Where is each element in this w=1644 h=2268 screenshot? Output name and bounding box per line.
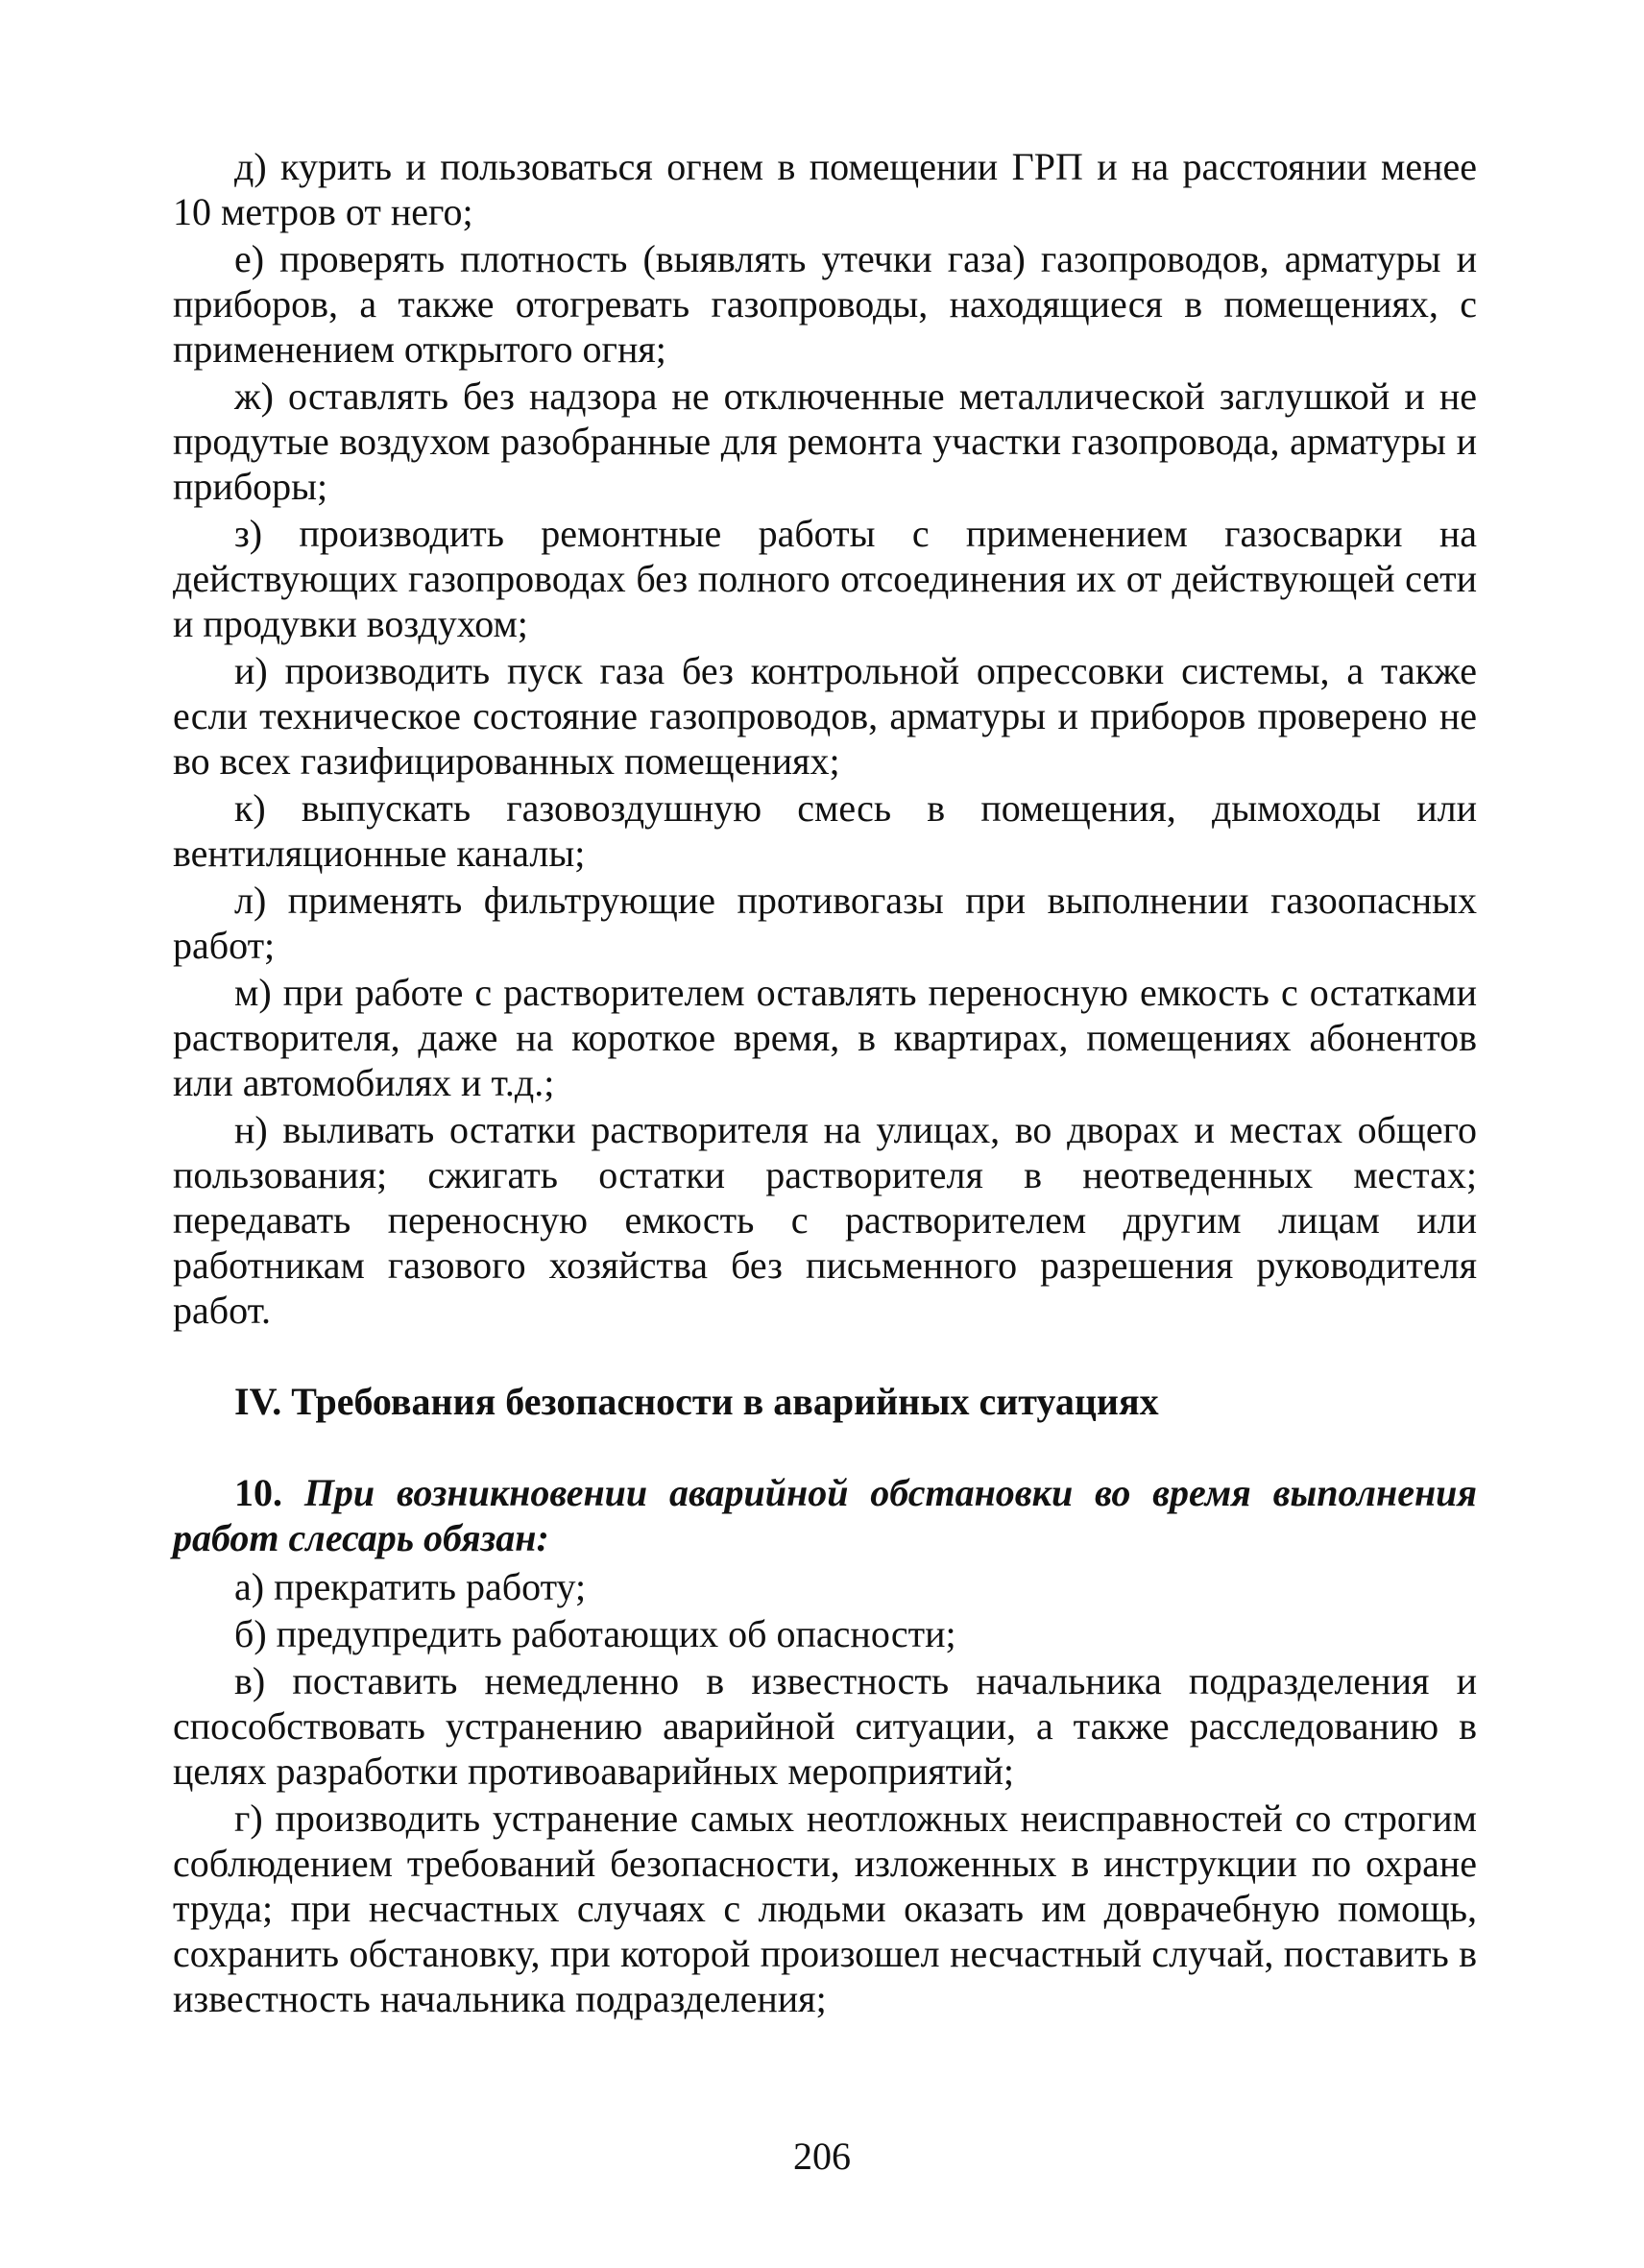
prohibition-item-zh: ж) оставлять без надзора не отключенные металлической заглушкой и не продутые воздухом разобранные для ремонта участки газопровода, арматуры и приборы; [173, 374, 1477, 508]
clause-number: 10. [234, 1471, 282, 1514]
prohibition-item-m: м) при работе с растворителем оставлять переносную емкость с остатками растворителя, даже на короткое время, в квартирах, помещениях абонентов или автомобилях и т.д.; [173, 971, 1477, 1104]
duty-item-a: а) прекратить работу; [234, 1565, 587, 1608]
duty-item-b: б) предупредить работающих об опасности; [234, 1612, 956, 1655]
prohibition-item-d: д) курить и пользоваться огнем в помещении ГРП и на расстоянии менее 10 метров от него; [173, 145, 1477, 233]
prohibition-item-k: к) выпускать газовоздушную смесь в помещения, дымоходы или вентиляционные каналы; [173, 786, 1477, 875]
page-number: 206 [793, 2135, 851, 2178]
prohibition-item-l: л) применять фильтрующие противогазы при выполнении газоопасных работ; [173, 879, 1477, 967]
duty-item-v: в) поставить немедленно в известность начальника подразделения и способствовать устранению аварийной ситуации, а также расследованию в целях разработки противоаварийных мероприятий; [173, 1659, 1477, 1793]
page-body [173, 144, 1477, 2021]
clause-10 [173, 1470, 1477, 1560]
prohibition-item-i: и) производить пуск газа без контрольной опрессовки системы, а также если техническое состояние газопроводов, арматуры и приборов проверено не во всех газифицированных помещениях; [173, 649, 1477, 783]
prohibition-item-e: е) проверять плотность (выявлять утечки газа) газопроводов, арматуры и приборов, а также отогревать газопроводы, находящиеся в помещениях, с применением открытого огня; [173, 237, 1477, 371]
prohibition-item-n: н) выливать остатки растворителя на улицах, во дворах и местах общего пользования; сжигать остатки растворителя в неотведенных местах; передавать переносную емкость с растворителем другим лицам или работникам газового хозяйства без письменного разрешения руководителя работ. [173, 1108, 1477, 1332]
duty-item-g: г) производить устранение самых неотложных неисправностей со строгим соблюдением требований безопасности, изложенных в инструкции по охране труда; при несчастных случаях с людьми оказать им доврачебную помощь, сохранить обстановку, при которой произошел несчастный случай, поставить в известность начальника подразделения; [173, 1797, 1477, 2020]
clause-lead: При возникновении аварийной обстановки во время выполнения работ слесарь обязан: [173, 1471, 1478, 1559]
prohibition-item-z: з) производить ремонтные работы с применением газосварки на действующих газопроводах без полного отсоединения их от действующей сети и продувки воздухом; [173, 512, 1477, 645]
section-heading: IV. Требования безопасности в аварийных ситуациях [234, 1380, 1159, 1423]
